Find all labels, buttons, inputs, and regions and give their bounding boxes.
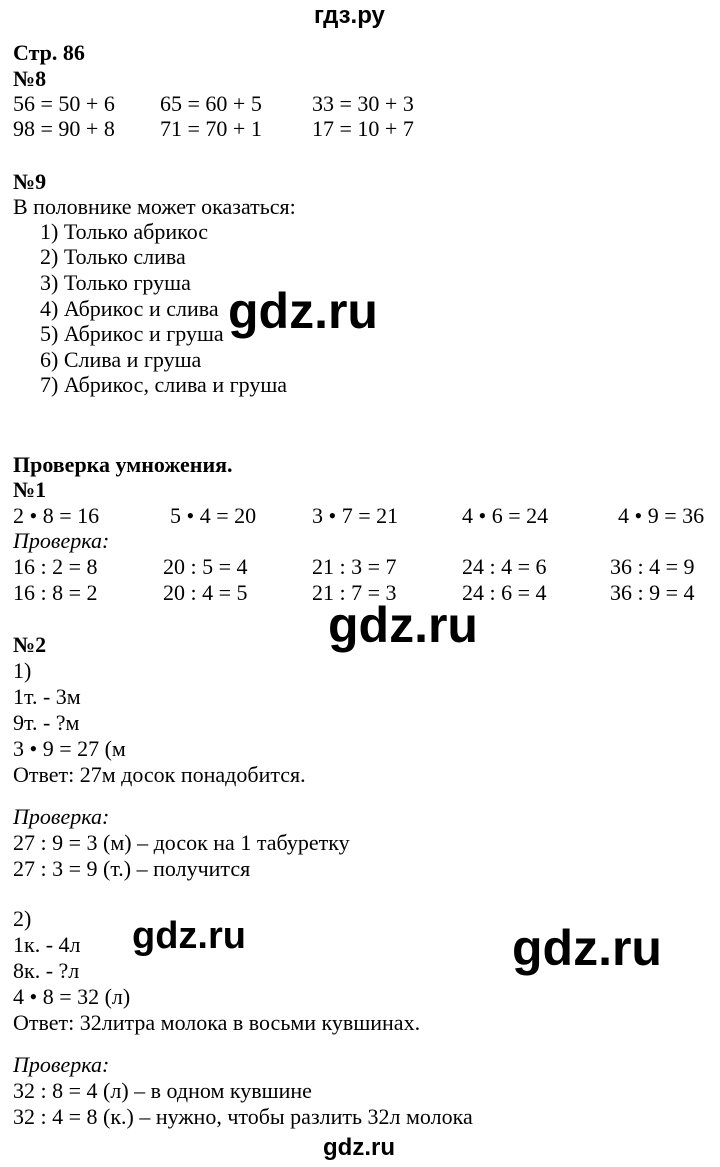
solution-line: 1т. - 3м (13, 684, 81, 709)
task9-item: 3) Только груша (40, 270, 191, 295)
product-cell: 2 • 8 = 16 (13, 503, 100, 528)
division-cell: 24 : 6 = 4 (462, 580, 547, 605)
task9-intro: В половнике может оказаться: (13, 194, 296, 219)
section-heading: Проверка умножения. (13, 452, 233, 477)
task8-cell: 65 = 60 + 5 (160, 91, 262, 116)
task9-item: 1) Только абрикос (40, 219, 209, 244)
task8-cell: 56 = 50 + 6 (13, 91, 115, 116)
task9-item: 4) Абрикос и слива (40, 296, 219, 321)
check-line: 32 : 4 = 8 (к.) – нужно, чтобы разлить 32л молока (13, 1104, 473, 1129)
answer-line: Ответ: 32литра молока в восьми кувшинах. (13, 1010, 421, 1035)
division-cell: 20 : 5 = 4 (163, 554, 248, 579)
page-title: Стр. 86 (13, 40, 85, 65)
division-cell: 36 : 4 = 9 (610, 554, 695, 579)
part-number: 1) (13, 658, 32, 683)
check-line: 27 : 9 = 3 (м) – досок на 1 табуретку (13, 830, 350, 855)
division-cell: 24 : 4 = 6 (462, 554, 547, 579)
check-line: 32 : 8 = 4 (л) – в одном кувшине (13, 1078, 312, 1103)
product-cell: 3 • 7 = 21 (312, 503, 399, 528)
solution-line: 3 • 9 = 27 (м (13, 736, 126, 761)
solution-line: 8к. - ?л (13, 958, 80, 983)
task9-title: №9 (13, 169, 47, 194)
task2-title: №2 (13, 632, 47, 657)
check-line: 27 : 3 = 9 (т.) – получится (13, 856, 251, 881)
task9-item: 6) Слива и груша (40, 347, 202, 372)
division-cell: 20 : 4 = 5 (163, 580, 248, 605)
solution-line: 9т. - ?м (13, 710, 80, 735)
product-cell: 5 • 4 = 20 (170, 503, 257, 528)
task9-item: 2) Только слива (40, 244, 186, 269)
watermark: gdz.ru (512, 920, 662, 976)
product-cell: 4 • 9 = 36 (618, 503, 705, 528)
division-cell: 36 : 9 = 4 (610, 580, 695, 605)
watermark: gdz.ru (228, 283, 378, 339)
solution-line: 1к. - 4л (13, 932, 81, 957)
division-cell: 21 : 7 = 3 (312, 580, 397, 605)
task8-cell: 71 = 70 + 1 (160, 116, 262, 141)
task9-item: 7) Абрикос, слива и груша (40, 372, 288, 397)
check-label: Проверка: (13, 528, 110, 553)
task9-item: 5) Абрикос и груша (40, 321, 224, 346)
division-cell: 16 : 2 = 8 (13, 554, 98, 579)
division-cell: 21 : 3 = 7 (312, 554, 397, 579)
task8-cell: 98 = 90 + 8 (13, 116, 115, 141)
watermark: gdz.ru (132, 915, 246, 957)
site-header: гдз.ру (314, 2, 385, 29)
answer-line: Ответ: 27м досок понадобится. (13, 762, 306, 787)
check-label: Проверка: (13, 1052, 110, 1077)
task8-cell: 17 = 10 + 7 (312, 116, 414, 141)
division-cell: 16 : 8 = 2 (13, 580, 98, 605)
site-footer: gdz.ru (323, 1134, 395, 1161)
product-cell: 4 • 6 = 24 (462, 503, 549, 528)
watermark: gdz.ru (328, 597, 478, 653)
check-label: Проверка: (13, 804, 110, 829)
task1-title: №1 (13, 477, 47, 502)
part-number: 2) (13, 906, 32, 931)
task8-cell: 33 = 30 + 3 (312, 91, 414, 116)
solution-line: 4 • 8 = 32 (л) (13, 984, 131, 1009)
task8-title: №8 (13, 66, 47, 91)
